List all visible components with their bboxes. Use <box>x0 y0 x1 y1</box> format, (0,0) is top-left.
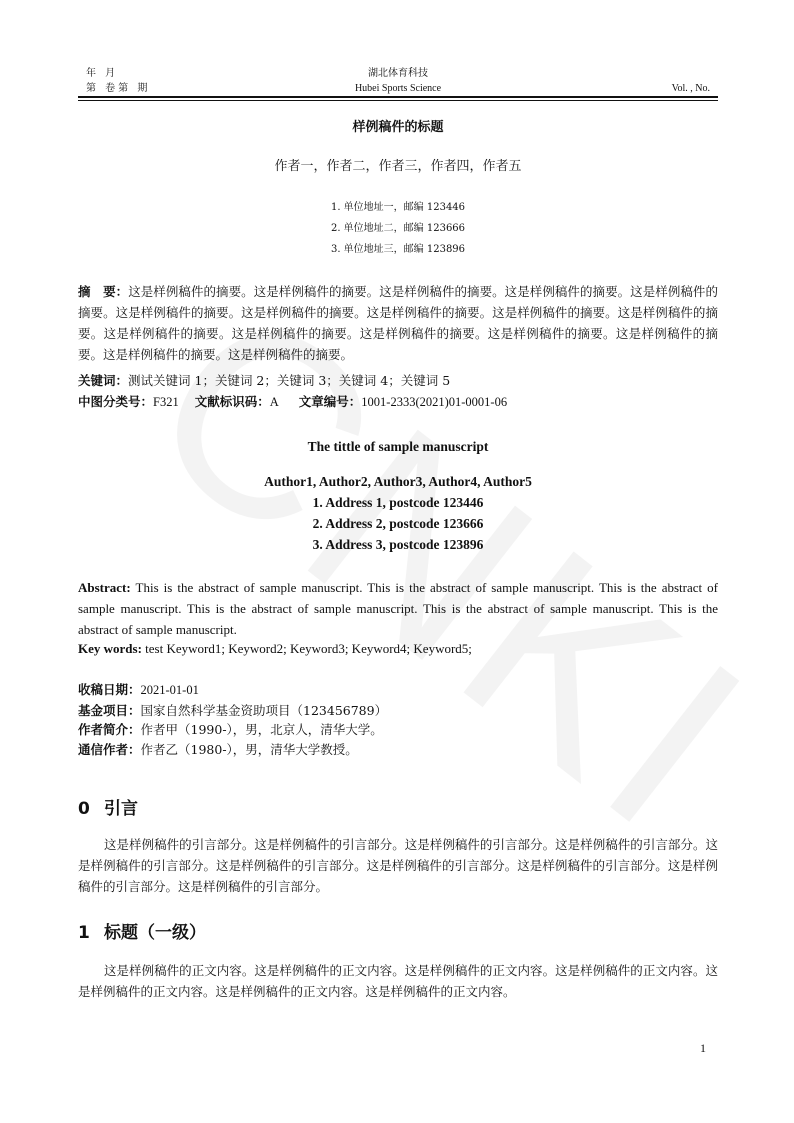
journal-name <box>78 66 718 96</box>
journal-name-cn: 湖北体育科技 <box>368 68 428 79</box>
address-en-2: 2. Address 2, postcode 123666 <box>312 516 484 531</box>
address-en-3: 3. Address 3, postcode 123896 <box>312 537 484 552</box>
section-body-0: 这是样例稿件的引言部分。这是样例稿件的引言部分。这是样例稿件的引言部分。这是样例稿件的引言部分。这是样例稿件的引言部分。这是样例稿件的引言部分。这是样例稿件的引言部分。这是样例稿件的引言部分。这是样例稿件的引言部分。这是样例稿件的引言部分。 <box>78 837 718 894</box>
author-bio <box>78 720 718 740</box>
clc-value: F321 <box>153 395 179 409</box>
section-body-1: 这是样例稿件的正文内容。这是样例稿件的正文内容。这是样例稿件的正文内容。这是样例稿件的正文内容。这是样例稿件的正文内容。这是样例稿件的正文内容。这是样例稿件的正文内容。 <box>78 963 718 999</box>
address-cn-3: 3. 单位地址三，邮编 123896 <box>330 244 466 255</box>
keywords-en-label: Key words: <box>78 641 142 656</box>
authors-addresses-en <box>78 471 718 555</box>
corr-label: 通信作者： <box>78 741 141 757</box>
doc-code-value: A <box>269 395 279 409</box>
abstract-cn-label: 摘 要： <box>78 284 129 299</box>
classification-line <box>78 391 718 413</box>
article-number-value: 1001-2333(2021)01-0001-06 <box>361 395 508 409</box>
issue-volume-number: 第 卷第 期 <box>86 83 151 94</box>
fund-label: 基金项目： <box>78 702 141 718</box>
volume-info: Vol. , No. <box>671 83 710 94</box>
corr-value: 作者乙（1980-），男，清华大学教授。 <box>140 741 358 757</box>
bio-label: 作者简介： <box>78 722 141 737</box>
article-number-label: 文章编号： <box>298 394 362 409</box>
section-title: 标题（一级） <box>104 923 206 943</box>
abstract-cn <box>78 281 718 365</box>
title-cn: 样例稿件的标题 <box>352 120 444 135</box>
keywords-cn-text: 测试关键词 1；关键词 2；关键词 3；关键词 4；关键词 5 <box>128 373 451 388</box>
doc-code-label: 文献标识码： <box>194 394 270 409</box>
header-rule-thin <box>78 100 718 101</box>
page-number: 1 <box>700 1041 706 1055</box>
journal-name-en: Hubei Sports Science <box>354 83 442 94</box>
fund-value: 国家自然科学基金资助项目（123456789） <box>140 702 388 718</box>
authors-en: Author1, Author2, Author3, Author4, Author5 <box>264 474 532 489</box>
clc-label: 中图分类号： <box>78 394 154 409</box>
keywords-en-text: test Keyword1; Keyword2; Keyword3; Keyword4; Keyword5; <box>141 641 472 656</box>
received-date <box>78 680 718 701</box>
section-heading-1 <box>78 918 206 943</box>
header-rule-thick <box>78 96 718 98</box>
abstract-cn-text: 这是样例稿件的摘要。这是样例稿件的摘要。这是样例稿件的摘要。这是样例稿件的摘要。这是样例稿件的摘要。这是样例稿件的摘要。这是样例稿件的摘要。这是样例稿件的摘要。这是样例稿件的摘要。这是样例稿件的摘要。这是样例稿件的摘要。这是样例稿件的摘要。这是样例稿件的摘要。这是样例稿件的摘要。这是样例稿件的摘要。这是样例稿件的摘要。这是样例稿件的摘要。 <box>78 284 718 362</box>
issue-year-month: 年 月 <box>86 68 119 79</box>
article-metadata <box>78 680 718 759</box>
bio-value: 作者甲（1990-），男，北京人，清华大学。 <box>140 722 383 737</box>
fund-info <box>78 701 718 721</box>
section-number: 1 <box>78 923 90 943</box>
section-title: 引言 <box>104 799 138 819</box>
received-label: 收稿日期： <box>78 682 141 697</box>
addresses-cn <box>78 197 718 260</box>
authors-cn: 作者一，作者二，作者三，作者四，作者五 <box>274 159 522 174</box>
received-value: 2021-01-01 <box>140 683 199 697</box>
abstract-en-text: This is the abstract of sample manuscript. This is the abstract of sample manuscript. This is the abstract of sample manuscript. This is the abstract of sample manuscript. This is the abstract of sample manuscript. This is the abstract of sample manuscript. <box>78 580 718 637</box>
abstract-en-label: Abstract: <box>78 580 131 595</box>
address-en-1: 1. Address 1, postcode 123446 <box>312 495 484 510</box>
section-heading-0 <box>78 794 138 819</box>
abstract-en <box>78 577 718 640</box>
keywords-en <box>78 638 718 659</box>
title-en: The tittle of sample manuscript <box>307 439 489 454</box>
address-cn-2: 2. 单位地址二，邮编 123666 <box>330 223 466 234</box>
keywords-cn-label: 关键词： <box>78 373 129 388</box>
address-cn-1: 1. 单位地址一，邮编 123446 <box>330 202 466 213</box>
corresponding-author <box>78 740 718 760</box>
keywords-cn <box>78 370 718 391</box>
running-header <box>78 64 718 100</box>
section-number: 0 <box>78 799 90 819</box>
